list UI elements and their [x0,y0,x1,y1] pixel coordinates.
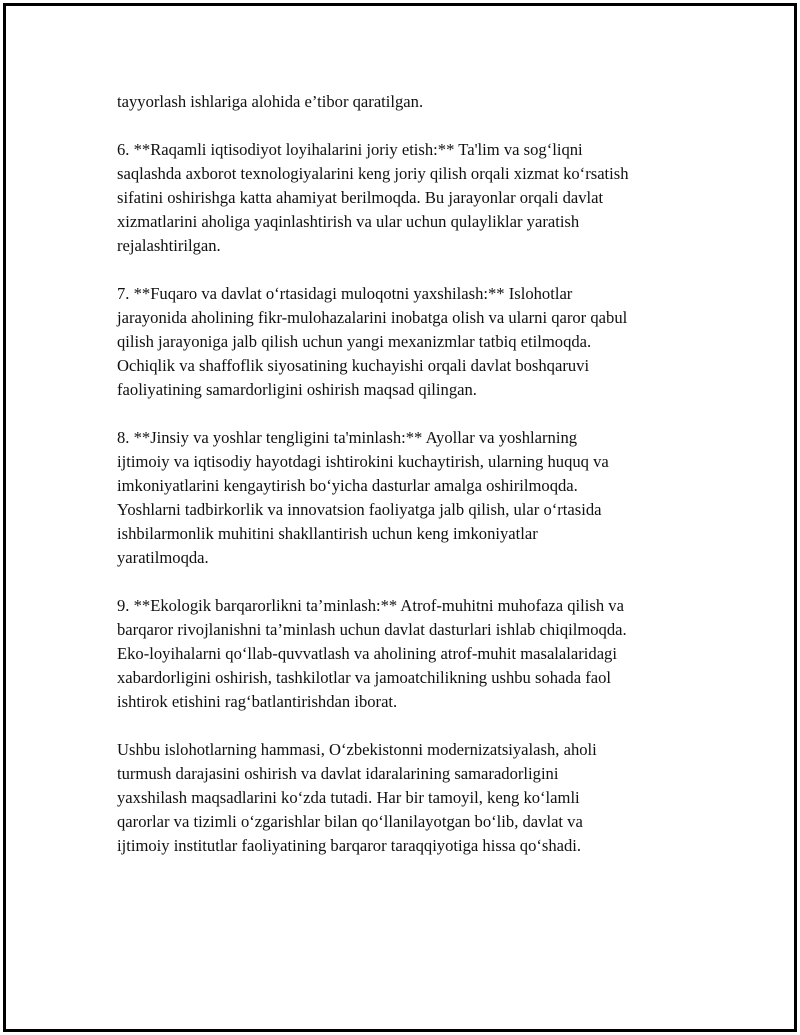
paragraph [117,138,687,258]
text-line: ijtimoiy institutlar faoliyatining barqaror taraqqiyotiga hissa qo‘shadi. [117,836,582,855]
text-line: turmush darajasini oshirish va davlat idaralarining samaradorligini [117,764,559,783]
paragraph [117,90,687,114]
text-line: xizmatlarini aholiga yaqinlashtirish va ular uchun qulayliklar yaratish [117,212,580,231]
paragraph [117,426,687,570]
text-line: 6. **Raqamli iqtisodiyot loyihalarini joriy etish:** Ta'lim va sog‘liqni [117,140,583,159]
text-line: 8. **Jinsiy va yoshlar tengligini ta'minlash:** Ayollar va yoshlarning [117,428,578,447]
document-body [117,90,687,882]
text-line: 7. **Fuqaro va davlat o‘rtasidagi muloqotni yaxshilash:** Islohotlar [117,284,573,303]
text-line: faoliyatining samardorligini oshirish maqsad qilingan. [117,380,477,399]
paragraph [117,738,687,858]
text-line: qarorlar va tizimli o‘zgarishlar bilan qo‘llanilayotgan bo‘lib, davlat va [117,812,583,831]
text-line: Eko-loyihalarni qo‘llab-quvvatlash va aholining atrof-muhit masalalaridagi [117,644,617,663]
text-line: Yoshlarni tadbirkorlik va innovatsion faoliyatga jalb qilish, ular o‘rtasida [117,500,602,519]
text-line: 9. **Ekologik barqarorlikni ta’minlash:** Atrof-muhitni muhofaza qilish va [117,596,624,615]
text-line: xabardorligini oshirish, tashkilotlar va jamoatchilikning ushbu sohada faol [117,668,612,687]
text-line: yaxshilash maqsadlarini ko‘zda tutadi. Har bir tamoyil, keng ko‘lamli [117,788,580,807]
paragraph [117,594,687,714]
text-line: sifatini oshirishga katta ahamiyat berilmoqda. Bu jarayonlar orqali davlat [117,188,604,207]
text-line: tayyorlash ishlariga alohida e’tibor qaratilgan. [117,92,424,111]
text-line: qilish jarayoniga jalb qilish uchun yangi mexanizmlar tatbiq etilmoqda. [117,332,592,351]
text-line: saqlashda axborot texnologiyalarini keng joriy qilish orqali xizmat ko‘rsatish [117,164,629,183]
text-line: jarayonida aholining fikr-mulohazalarini inobatga olish va ularni qaror qabul [117,308,628,327]
text-line: yaratilmoqda. [117,548,209,567]
text-line: ijtimoiy va iqtisodiy hayotdagi ishtirokini kuchaytirish, ularning huquq va [117,452,609,471]
text-line: barqaror rivojlanishni ta’minlash uchun davlat dasturlari ishlab chiqilmoqda. [117,620,627,639]
text-line: ishtirok etishini rag‘batlantirishdan iborat. [117,692,398,711]
text-line: Ushbu islohotlarning hammasi, O‘zbekistonni modernizatsiyalash, aholi [117,740,597,759]
paragraph [117,282,687,402]
text-line: imkoniyatlarini kengaytirish bo‘yicha dasturlar amalga oshirilmoqda. [117,476,578,495]
text-line: rejalashtirilgan. [117,236,221,255]
text-line: ishbilarmonlik muhitini shakllantirish uchun keng imkoniyatlar [117,524,538,543]
text-line: Ochiqlik va shaffoflik siyosatining kuchayishi orqali davlat boshqaruvi [117,356,590,375]
